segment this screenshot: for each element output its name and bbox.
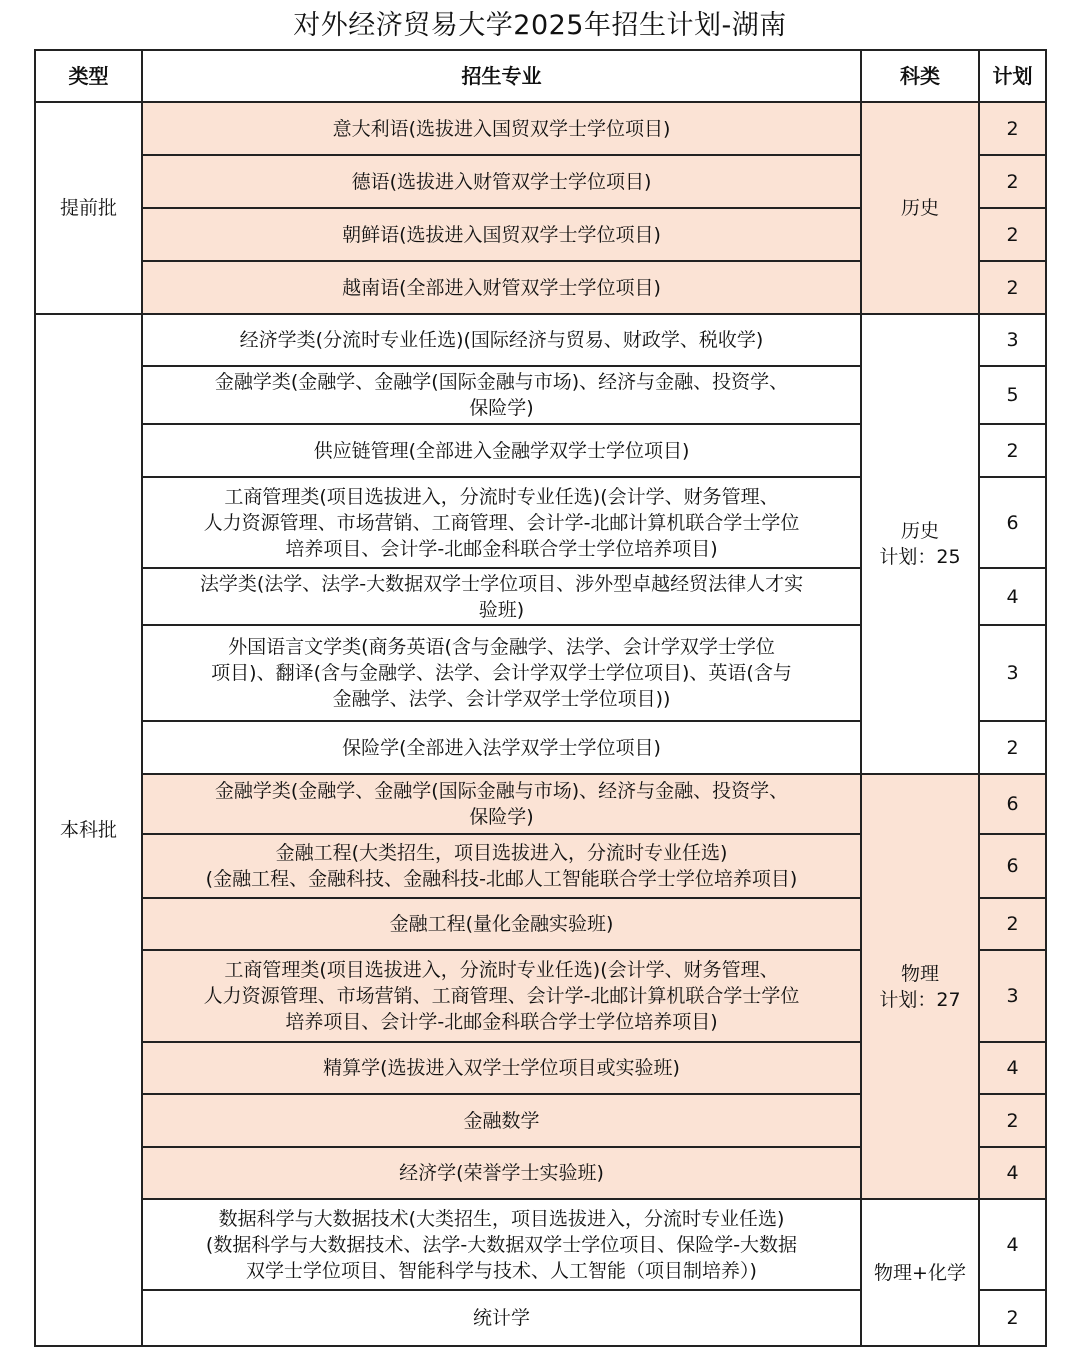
plan-cell: 2 [979, 1290, 1046, 1346]
major-cell: 金融数学 [142, 1094, 861, 1147]
group-regular: 本科批 [35, 314, 142, 1346]
major-cell [142, 1199, 861, 1290]
plan-cell: 3 [979, 950, 1046, 1042]
page-title: 对外经济贸易大学2025年招生计划-湖南 [293, 10, 787, 41]
major-cell: 供应链管理(全部进入金融学双学士学位项目) [142, 424, 861, 477]
plan-cell: 5 [979, 366, 1046, 424]
plan-cell: 6 [979, 477, 1046, 568]
subject-history-plan: 计划：25 [879, 546, 961, 568]
header-subject: 科类 [861, 50, 979, 102]
major-cell: 越南语(全部进入财管双学士学位项目) [142, 261, 861, 314]
group-early: 提前批 [35, 102, 142, 314]
table-row [35, 774, 1046, 834]
major-cell: 意大利语(选拔进入国贸双学士学位项目) [142, 102, 861, 155]
major-line: 外国语言文学类(商务英语(含与金融学、法学、会计学双学士学位 [228, 636, 775, 658]
plan-cell: 6 [979, 834, 1046, 898]
major-line: 金融学类(金融学、金融学(国际金融与市场)、经济与金融、投资学、 [214, 371, 789, 393]
plan-cell: 4 [979, 568, 1046, 625]
plan-cell: 2 [979, 155, 1046, 208]
major-cell [142, 477, 861, 568]
major-cell [142, 568, 861, 625]
major-cell: 保险学(全部进入法学双学士学位项目) [142, 721, 861, 774]
major-line: 验班) [478, 598, 525, 621]
table-row [35, 102, 1046, 155]
subject-physics [861, 774, 979, 1199]
major-line: 法学类(法学、法学-大数据双学士学位项目、涉外型卓越经贸法律人才实 [199, 572, 804, 595]
major-line: 金融工程(大类招生，项目选拔进入，分流时专业任选) [275, 842, 728, 864]
major-line: 培养项目、会计学-北邮金科联合学士学位培养项目) [285, 1011, 718, 1033]
subject-physics-plan: 计划：27 [879, 988, 961, 1011]
subject-history-label: 历史 [900, 520, 939, 542]
major-cell [142, 834, 861, 898]
major-line: 培养项目、会计学-北邮金科联合学士学位培养项目) [285, 537, 718, 560]
enrollment-table [34, 49, 1047, 1347]
major-cell: 德语(选拔进入财管双学士学位项目) [142, 155, 861, 208]
major-line: 数据科学与大数据技术(大类招生，项目选拔进入，分流时专业任选) [218, 1207, 785, 1230]
major-line: (数据科学与大数据技术、法学-大数据双学士学位项目、保险学-大数据 [205, 1233, 798, 1256]
major-line: 双学士学位项目、智能科学与技术、人工智能（项目制培养）) [246, 1259, 757, 1282]
plan-cell: 4 [979, 1147, 1046, 1199]
major-line: 保险学) [469, 397, 534, 419]
major-line: 项目)、翻译(含与金融学、法学、会计学双学士学位项目)、英语(含与 [211, 662, 792, 684]
header-row [35, 50, 1046, 102]
header-plan: 计划 [979, 50, 1046, 102]
major-line: 金融学类(金融学、金融学(国际金融与市场)、经济与金融、投资学、 [214, 780, 789, 802]
major-line: 工商管理类(项目选拔进入，分流时专业任选)(会计学、财务管理、 [224, 485, 779, 508]
plan-cell: 2 [979, 1094, 1046, 1147]
header-major: 招生专业 [142, 50, 861, 102]
plan-cell: 2 [979, 721, 1046, 774]
plan-cell: 2 [979, 424, 1046, 477]
major-cell [142, 366, 861, 424]
plan-cell: 2 [979, 898, 1046, 950]
header-type: 类型 [35, 50, 142, 102]
plan-cell: 3 [979, 625, 1046, 721]
major-cell [142, 625, 861, 721]
major-cell: 朝鲜语(选拔进入国贸双学士学位项目) [142, 208, 861, 261]
major-cell [142, 774, 861, 834]
plan-cell: 6 [979, 774, 1046, 834]
plan-cell: 4 [979, 1042, 1046, 1094]
subject-physics-chem: 物理+化学 [861, 1199, 979, 1346]
plan-cell: 2 [979, 102, 1046, 155]
plan-cell: 2 [979, 208, 1046, 261]
major-line: 金融学、法学、会计学双学士学位项目)) [332, 688, 671, 710]
major-line: (金融工程、金融科技、金融科技-北邮人工智能联合学士学位培养项目) [205, 868, 798, 890]
plan-cell: 3 [979, 314, 1046, 366]
subject-history [861, 314, 979, 774]
subject-early-history: 历史 [861, 102, 979, 314]
major-line: 保险学) [469, 806, 534, 828]
major-cell: 经济学类(分流时专业任选)(国际经济与贸易、财政学、税收学) [142, 314, 861, 366]
plan-cell: 2 [979, 261, 1046, 314]
major-line: 人力资源管理、市场营销、工商管理、会计学-北邮计算机联合学士学位 [203, 985, 800, 1007]
table-row [35, 1199, 1046, 1290]
major-cell: 金融工程(量化金融实验班) [142, 898, 861, 950]
major-cell: 经济学(荣誉学士实验班) [142, 1147, 861, 1199]
major-cell: 精算学(选拔进入双学士学位项目或实验班) [142, 1042, 861, 1094]
major-cell: 统计学 [142, 1290, 861, 1346]
major-line: 人力资源管理、市场营销、工商管理、会计学-北邮计算机联合学士学位 [203, 511, 800, 534]
major-cell [142, 950, 861, 1042]
table-row [35, 314, 1046, 366]
major-line: 工商管理类(项目选拔进入，分流时专业任选)(会计学、财务管理、 [224, 959, 779, 981]
subject-physics-label: 物理 [900, 962, 939, 985]
plan-cell: 4 [979, 1199, 1046, 1290]
